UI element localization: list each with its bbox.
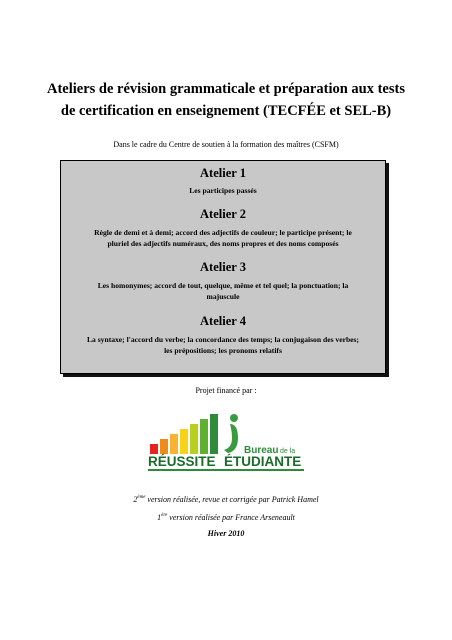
credit-second-version bbox=[40, 492, 412, 506]
logo-bar bbox=[190, 424, 198, 454]
workshop-1 bbox=[61, 166, 385, 196]
workshop-description-line-1: Règle de demi et à demi; accord des adjectifs de couleur; le participe présent; le bbox=[94, 228, 352, 237]
credit-version-number: 2 bbox=[133, 495, 138, 504]
logo-bar bbox=[160, 439, 168, 454]
logo-text-bureau: Bureau bbox=[244, 445, 279, 456]
logo-text-etudiante: ÉTUDIANTE bbox=[224, 454, 302, 469]
logo-text-dela: de la bbox=[280, 448, 296, 455]
credit-text: version réalisée, revue et corrigée par Patrick Hamel bbox=[145, 495, 319, 504]
document-subtitle: Dans le cadre du Centre de soutien à la formation des maîtres (CSFM) bbox=[113, 140, 339, 149]
workshop-description-line-1: La syntaxe; l'accord du verbe; la concordance des temps; la conjugaison des verbes; bbox=[86, 335, 360, 344]
title-line-1: Ateliers de révision grammaticale et préparation aux tests bbox=[47, 81, 405, 97]
workshop-title: Atelier 4 bbox=[200, 314, 246, 328]
funding-label: Projet financé par : bbox=[195, 386, 257, 395]
logo-bar bbox=[180, 429, 188, 454]
logo-bar bbox=[150, 444, 158, 454]
credit-version-suffix: ème bbox=[137, 495, 146, 500]
logo-figure-body bbox=[224, 424, 238, 453]
workshop-title: Atelier 3 bbox=[200, 260, 246, 274]
logo-bar bbox=[200, 419, 208, 454]
logo-underline bbox=[148, 469, 304, 471]
workshop-title: Atelier 1 bbox=[200, 166, 246, 180]
workshop-description: Les participes passés bbox=[189, 186, 257, 195]
workshop-title: Atelier 2 bbox=[200, 207, 246, 221]
credit-text: version réalisée par France Arseneault bbox=[167, 513, 295, 522]
workshop-2 bbox=[61, 207, 385, 249]
workshop-4 bbox=[61, 314, 385, 356]
workshop-description-line-2: les prépositions; les pronoms relatifs bbox=[164, 346, 282, 355]
workshop-3 bbox=[61, 260, 385, 302]
logo-bars bbox=[150, 414, 218, 454]
reussite-etudiante-logo bbox=[148, 414, 304, 480]
title-line-2: de certification en enseignement (TECFÉE et SEL-B) bbox=[60, 103, 392, 119]
logo-text-reussite: RÉUSSITE bbox=[148, 454, 216, 469]
workshop-description-line-1: Les homonymes; accord de tout, quelque, même et tel quel; la ponctuation; la bbox=[97, 281, 349, 290]
document-date: Hiver 2010 bbox=[207, 529, 245, 538]
credit-version-number: 1 bbox=[157, 513, 162, 522]
workshop-description-line-2: majuscule bbox=[206, 292, 240, 301]
workshops-box bbox=[60, 160, 386, 374]
logo-bar bbox=[210, 414, 218, 454]
workshop-description-line-2: pluriel des adjectifs numéraux, des noms propres et des noms composés bbox=[107, 239, 339, 248]
credit-first-version bbox=[40, 510, 412, 524]
credit-version-suffix: ère bbox=[161, 513, 168, 518]
logo-figure-head bbox=[230, 414, 238, 422]
logo-bar bbox=[170, 434, 178, 454]
document-title bbox=[40, 78, 412, 122]
